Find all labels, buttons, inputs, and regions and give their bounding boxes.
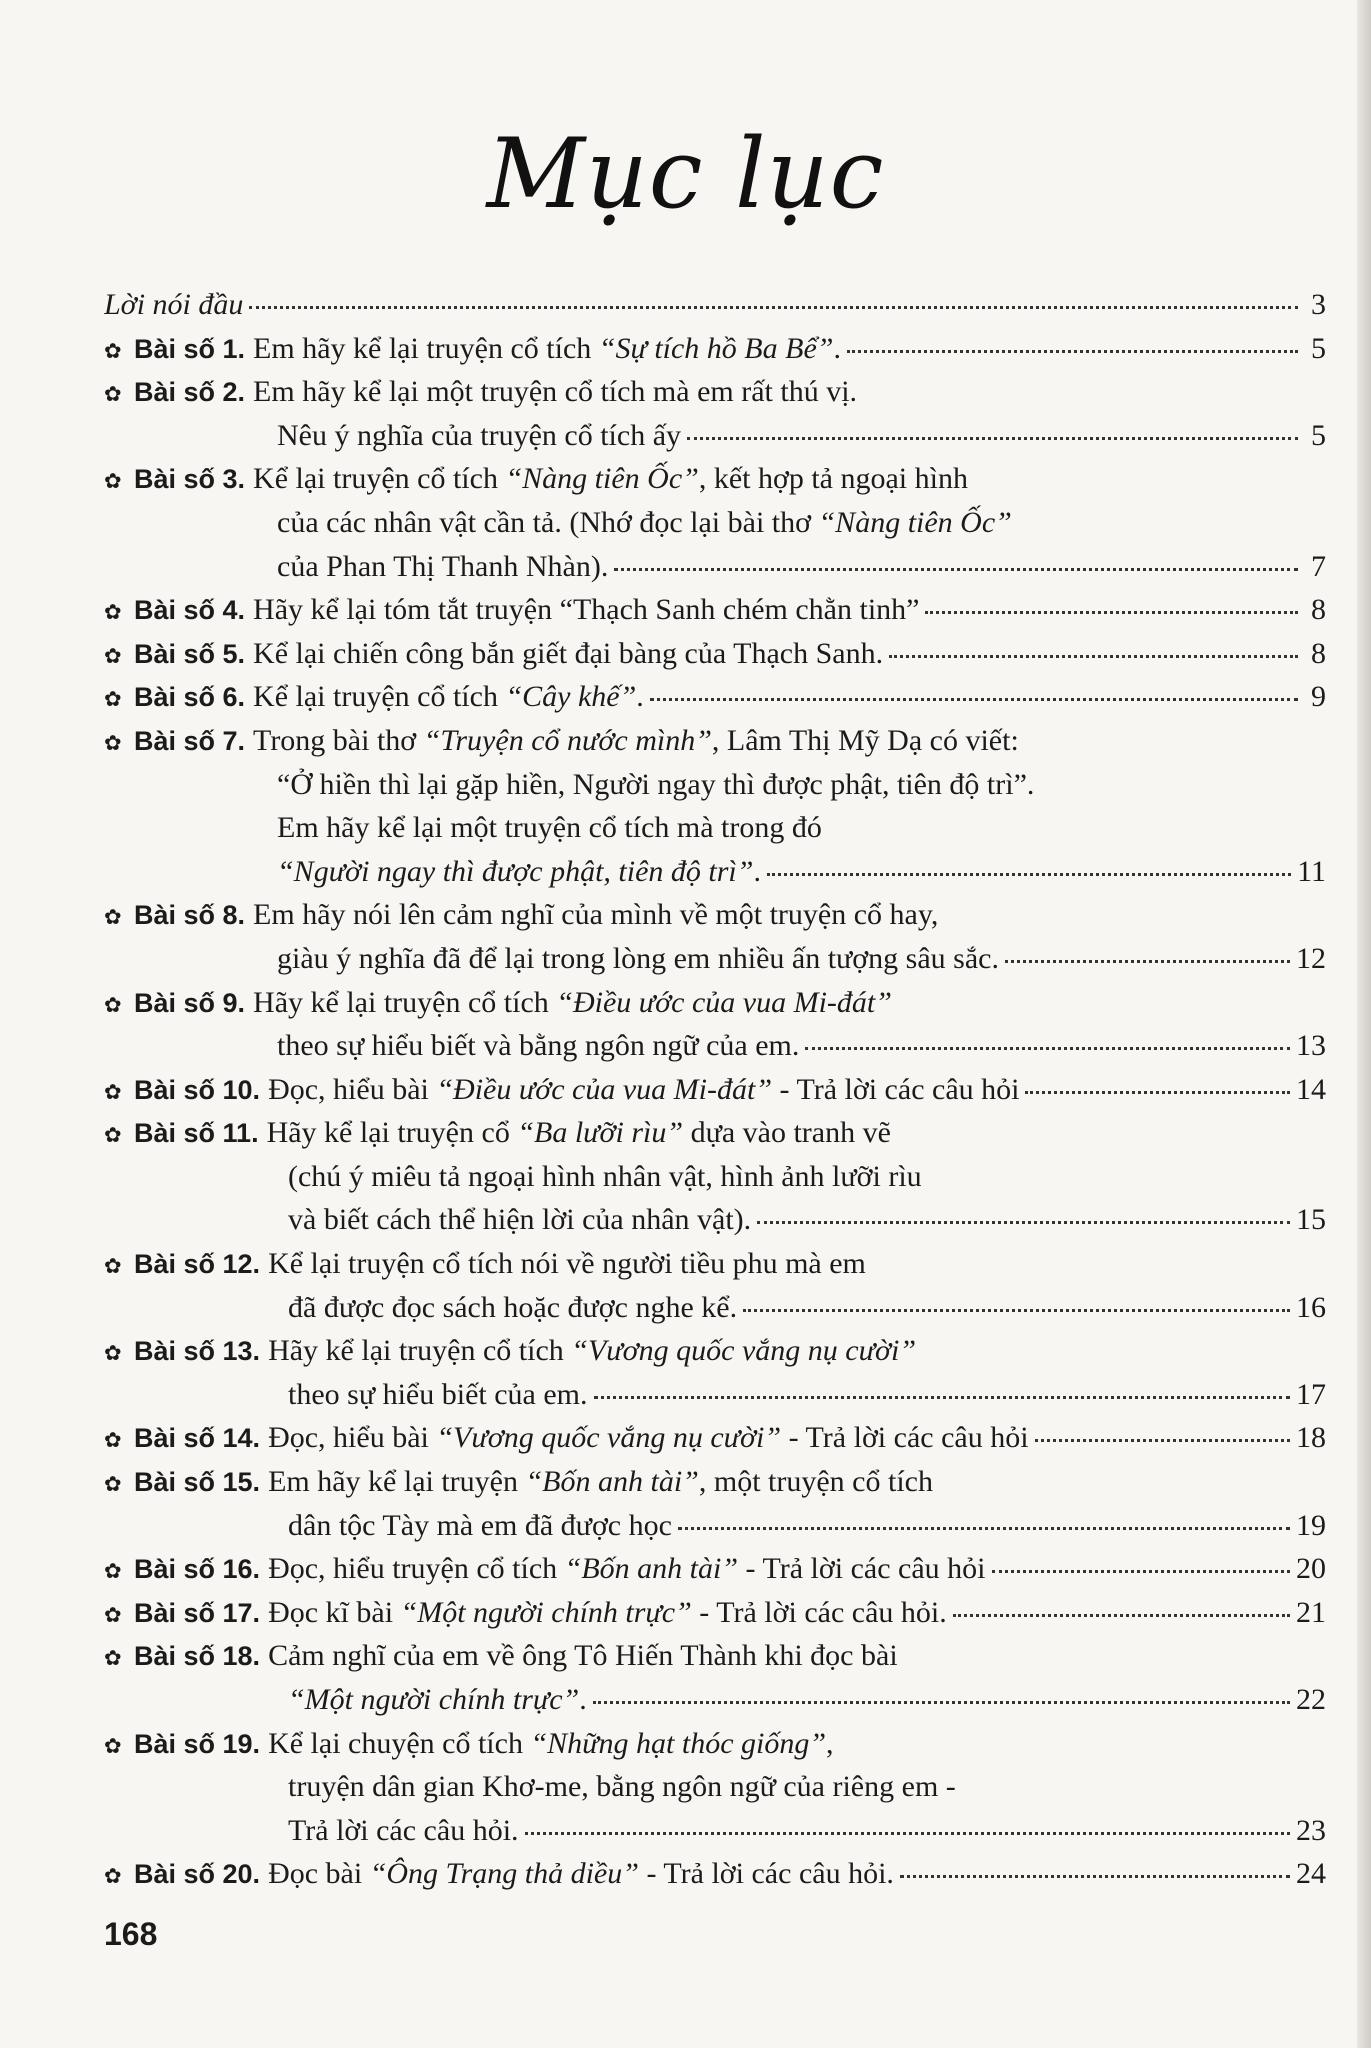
- entry-page-number: 12: [1296, 941, 1326, 975]
- entry-text: Em hãy kể lại truyện “Bốn anh tài”, một truyện cổ tích: [268, 1465, 933, 1499]
- dot-leader: [614, 568, 1298, 571]
- entry-text: theo sự hiểu biết và bằng ngôn ngữ của em.: [277, 1029, 800, 1063]
- entry-page-number: 18: [1296, 1421, 1326, 1455]
- entry-label: Bài số 20.: [134, 1859, 261, 1890]
- toc-entry[interactable]: [104, 719, 1326, 763]
- dot-leader: [743, 1309, 1290, 1312]
- toc-entry-continuation: [104, 1678, 1326, 1722]
- flower-bullet-icon: ✿: [104, 1079, 122, 1104]
- entry-label: Bài số 16.: [134, 1554, 261, 1585]
- toc-entry[interactable]: [104, 370, 1326, 414]
- dot-leader: [678, 1527, 1290, 1530]
- entry-text: Hãy kể lại truyện cổ “Ba lưỡi rìu” dựa vào tranh vẽ: [266, 1116, 891, 1150]
- toc-entry[interactable]: [104, 1416, 1326, 1460]
- dot-leader: [525, 1832, 1290, 1835]
- entry-label: Bài số 15.: [134, 1467, 261, 1498]
- dot-leader: [992, 1570, 1291, 1573]
- toc-entry-continuation: [104, 1198, 1326, 1242]
- dot-leader: [925, 611, 1298, 614]
- entry-text: giàu ý nghĩa đã để lại trong lòng em nhiều ấn tượng sâu sắc.: [277, 941, 999, 975]
- entry-label: Bài số 10.: [134, 1074, 261, 1105]
- entry-label: Bài số 9.: [134, 987, 246, 1018]
- flower-bullet-icon: ✿: [104, 643, 122, 668]
- toc-entry-continuation: [104, 501, 1326, 545]
- preface-page: 3: [1311, 288, 1326, 321]
- preface-title: Lời nói đầu: [104, 288, 244, 321]
- entry-page-number: 11: [1297, 854, 1326, 888]
- toc-entry[interactable]: [104, 675, 1326, 719]
- toc-entry[interactable]: [104, 893, 1326, 937]
- flower-bullet-icon: ✿: [104, 687, 122, 712]
- flower-bullet-icon: ✿: [104, 730, 122, 755]
- toc-entry[interactable]: [104, 588, 1326, 632]
- entry-text: Em hãy kể lại một truyện cổ tích mà trong đó: [277, 811, 822, 845]
- dot-leader: [900, 1875, 1290, 1878]
- entry-text: truyện dân gian Khơ-me, bằng ngôn ngữ của riêng em -: [288, 1770, 956, 1804]
- flower-bullet-icon: ✿: [104, 992, 122, 1017]
- entry-text: (chú ý miêu tả ngoại hình nhân vật, hình ảnh lưỡi rìu: [288, 1159, 922, 1193]
- dot-leader: [889, 655, 1298, 658]
- entry-text: theo sự hiểu biết của em.: [288, 1377, 588, 1411]
- entry-label: Bài số 13.: [134, 1336, 261, 1367]
- entry-text: Hãy kể lại truyện cổ tích “Điều ước của vua Mi-đát”: [253, 985, 892, 1019]
- entry-page-number: 22: [1296, 1683, 1326, 1716]
- entry-text: Hãy kể lại tóm tắt truyện “Thạch Sanh chém chằn tinh”: [253, 593, 920, 627]
- entry-text: Trong bài thơ “Truyện cổ nước mình”, Lâm Thị Mỹ Dạ có viết:: [253, 723, 1019, 757]
- dot-leader: [650, 698, 1298, 701]
- entry-text: Cảm nghĩ của em về ông Tô Hiến Thành khi đọc bài: [268, 1639, 898, 1673]
- toc-entry-continuation: [104, 1809, 1326, 1853]
- flower-bullet-icon: ✿: [104, 1472, 122, 1497]
- flower-bullet-icon: ✿: [104, 338, 122, 363]
- dot-leader: [767, 873, 1291, 876]
- dot-leader: [1025, 1091, 1290, 1094]
- entry-label: Bài số 5.: [134, 638, 246, 669]
- flower-bullet-icon: ✿: [104, 600, 122, 625]
- page-edge-shadow: [1357, 0, 1371, 2048]
- entry-page-number: 16: [1296, 1290, 1326, 1324]
- entry-text: của các nhân vật cần tả. (Nhớ đọc lại bài thơ “Nàng tiên Ốc”: [277, 505, 1012, 539]
- entry-page-number: 15: [1296, 1203, 1326, 1237]
- toc-entry-continuation: [104, 1155, 1326, 1199]
- toc-entry[interactable]: [104, 1852, 1326, 1896]
- entry-label: Bài số 7.: [134, 725, 246, 756]
- flower-bullet-icon: ✿: [104, 382, 122, 407]
- entry-text: Nêu ý nghĩa của truyện cổ tích ấy: [277, 418, 682, 452]
- toc-entry-continuation: [104, 763, 1326, 807]
- toc-entry-continuation: [104, 545, 1326, 589]
- dot-leader: [757, 1221, 1290, 1224]
- entry-label: Bài số 1.: [134, 333, 246, 364]
- entry-text: Đọc bài “Ông Trạng thả diều” - Trả lời các câu hỏi.: [268, 1857, 894, 1891]
- entry-page-number: 8: [1311, 636, 1326, 670]
- entry-text: Kể lại truyện cổ tích “Nàng tiên Ốc”, kết hợp tả ngoại hình: [253, 462, 968, 496]
- page-number: 168: [104, 1916, 158, 1952]
- flower-bullet-icon: ✿: [104, 905, 122, 930]
- toc-entry[interactable]: [104, 1547, 1326, 1591]
- entry-label: Bài số 12.: [134, 1249, 261, 1280]
- flower-bullet-icon: ✿: [104, 1646, 122, 1671]
- entry-label: Bài số 11.: [134, 1118, 259, 1149]
- flower-bullet-icon: ✿: [104, 1428, 122, 1453]
- flower-bullet-icon: ✿: [104, 1341, 122, 1366]
- toc-entry[interactable]: [104, 1329, 1326, 1373]
- flower-bullet-icon: ✿: [104, 1254, 122, 1279]
- toc-entry[interactable]: [104, 1634, 1326, 1678]
- entry-text: “Một người chính trực”.: [288, 1683, 587, 1716]
- entry-label: Bài số 18.: [134, 1641, 261, 1672]
- toc-entry-continuation: [104, 937, 1326, 981]
- entry-page-number: 8: [1311, 593, 1326, 627]
- flower-bullet-icon: ✿: [104, 1559, 122, 1584]
- dot-leader: [249, 306, 1298, 309]
- entry-text: của Phan Thị Thanh Nhàn).: [277, 549, 609, 583]
- toc-entry-continuation: [104, 1373, 1326, 1417]
- dot-leader: [687, 437, 1298, 440]
- entry-page-number: 9: [1311, 680, 1326, 714]
- dot-leader: [953, 1614, 1290, 1617]
- toc-entry[interactable]: [104, 1068, 1326, 1112]
- dot-leader: [847, 350, 1298, 353]
- entry-text: Kể lại chiến công bắn giết đại bàng của Thạch Sanh.: [253, 636, 884, 670]
- entry-page-number: 5: [1311, 418, 1326, 452]
- entry-text: Hãy kể lại truyện cổ tích “Vương quốc vắng nụ cười”: [268, 1334, 917, 1368]
- flower-bullet-icon: ✿: [104, 1733, 122, 1758]
- entry-text: Em hãy kể lại truyện cổ tích “Sự tích hồ Ba Bể”.: [253, 331, 841, 365]
- page-title: Mục lục: [486, 118, 885, 230]
- toc-entry-continuation: [104, 414, 1326, 458]
- entry-page-number: 20: [1296, 1552, 1326, 1586]
- entry-text: Đọc, hiểu bài “Vương quốc vắng nụ cười” - Trả lời các câu hỏi: [268, 1421, 1029, 1455]
- toc-entry[interactable]: [104, 1111, 1326, 1155]
- entry-text: “Người ngay thì được phật, tiên độ trì”.: [277, 854, 761, 888]
- dot-leader: [1035, 1439, 1290, 1442]
- toc-entry-continuation: [104, 1504, 1326, 1548]
- entry-page-number: 7: [1311, 549, 1326, 583]
- entry-page-number: 17: [1296, 1377, 1326, 1411]
- toc-entry-continuation: [104, 806, 1326, 850]
- entry-text: Em hãy kể lại một truyện cổ tích mà em rất thú vị.: [253, 375, 858, 409]
- toc-entry[interactable]: [104, 457, 1326, 501]
- dot-leader: [594, 1396, 1290, 1399]
- entry-label: Bài số 3.: [134, 464, 246, 495]
- entry-label: Bài số 17.: [134, 1597, 261, 1628]
- flower-bullet-icon: ✿: [104, 1602, 122, 1627]
- entry-text: Kể lại truyện cổ tích nói về người tiều phu mà em: [268, 1247, 866, 1281]
- entry-text: Kể lại chuyện cổ tích “Những hạt thóc giống”,: [268, 1726, 834, 1760]
- entry-page-number: 13: [1296, 1029, 1326, 1063]
- entry-page-number: 23: [1296, 1813, 1326, 1847]
- toc-entry[interactable]: [104, 1591, 1326, 1635]
- entry-page-number: 14: [1296, 1072, 1326, 1106]
- entry-label: Bài số 4.: [134, 595, 246, 626]
- toc-entry-continuation: [104, 1024, 1326, 1068]
- toc-entry[interactable]: [104, 1242, 1326, 1286]
- entry-label: Bài số 6.: [134, 682, 246, 713]
- dot-leader: [805, 1047, 1290, 1050]
- entry-text: Đọc kĩ bài “Một người chính trực” - Trả lời các câu hỏi.: [268, 1595, 947, 1629]
- toc-entry[interactable]: [104, 327, 1326, 371]
- entry-text: Đọc, hiểu truyện cổ tích “Bốn anh tài” - Trả lời các câu hỏi: [268, 1552, 986, 1586]
- toc-entry-continuation: [104, 1765, 1326, 1809]
- entry-text: Kể lại truyện cổ tích “Cây khế”.: [253, 680, 644, 714]
- entry-text: đã được đọc sách hoặc được nghe kể.: [288, 1290, 738, 1324]
- entry-text: và biết cách thể hiện lời của nhân vật).: [288, 1203, 752, 1237]
- entry-page-number: 5: [1311, 331, 1326, 365]
- dot-leader: [593, 1701, 1290, 1704]
- dot-leader: [1005, 960, 1290, 963]
- table-of-contents: [104, 283, 1326, 1896]
- toc-entry-continuation: [104, 850, 1326, 894]
- entry-text: Trả lời các câu hỏi.: [288, 1813, 519, 1847]
- flower-bullet-icon: ✿: [104, 469, 122, 494]
- entry-page-number: 19: [1296, 1508, 1326, 1542]
- entry-label: Bài số 8.: [134, 900, 246, 931]
- toc-entry-preface[interactable]: [104, 283, 1326, 327]
- entry-label: Bài số 19.: [134, 1728, 261, 1759]
- entry-label: Bài số 14.: [134, 1423, 261, 1454]
- toc-entry[interactable]: [104, 632, 1326, 676]
- toc-entry[interactable]: [104, 1722, 1326, 1766]
- toc-entry[interactable]: [104, 981, 1326, 1025]
- flower-bullet-icon: ✿: [104, 1123, 122, 1148]
- entry-page-number: 21: [1296, 1595, 1326, 1629]
- flower-bullet-icon: ✿: [104, 1864, 122, 1889]
- entry-label: Bài số 2.: [134, 377, 246, 408]
- toc-entry[interactable]: [104, 1460, 1326, 1504]
- entry-text: “Ở hiền thì lại gặp hiền, Người ngay thì được phật, tiên độ trì”.: [277, 767, 1035, 801]
- entry-text: Đọc, hiểu bài “Điều ước của vua Mi-đát” - Trả lời các câu hỏi: [268, 1072, 1020, 1106]
- toc-entry-continuation: [104, 1286, 1326, 1330]
- entry-text: Em hãy nói lên cảm nghĩ của mình về một truyện cổ hay,: [253, 898, 939, 932]
- entry-page-number: 24: [1296, 1857, 1326, 1891]
- entry-text: dân tộc Tày mà em đã được học: [288, 1508, 672, 1542]
